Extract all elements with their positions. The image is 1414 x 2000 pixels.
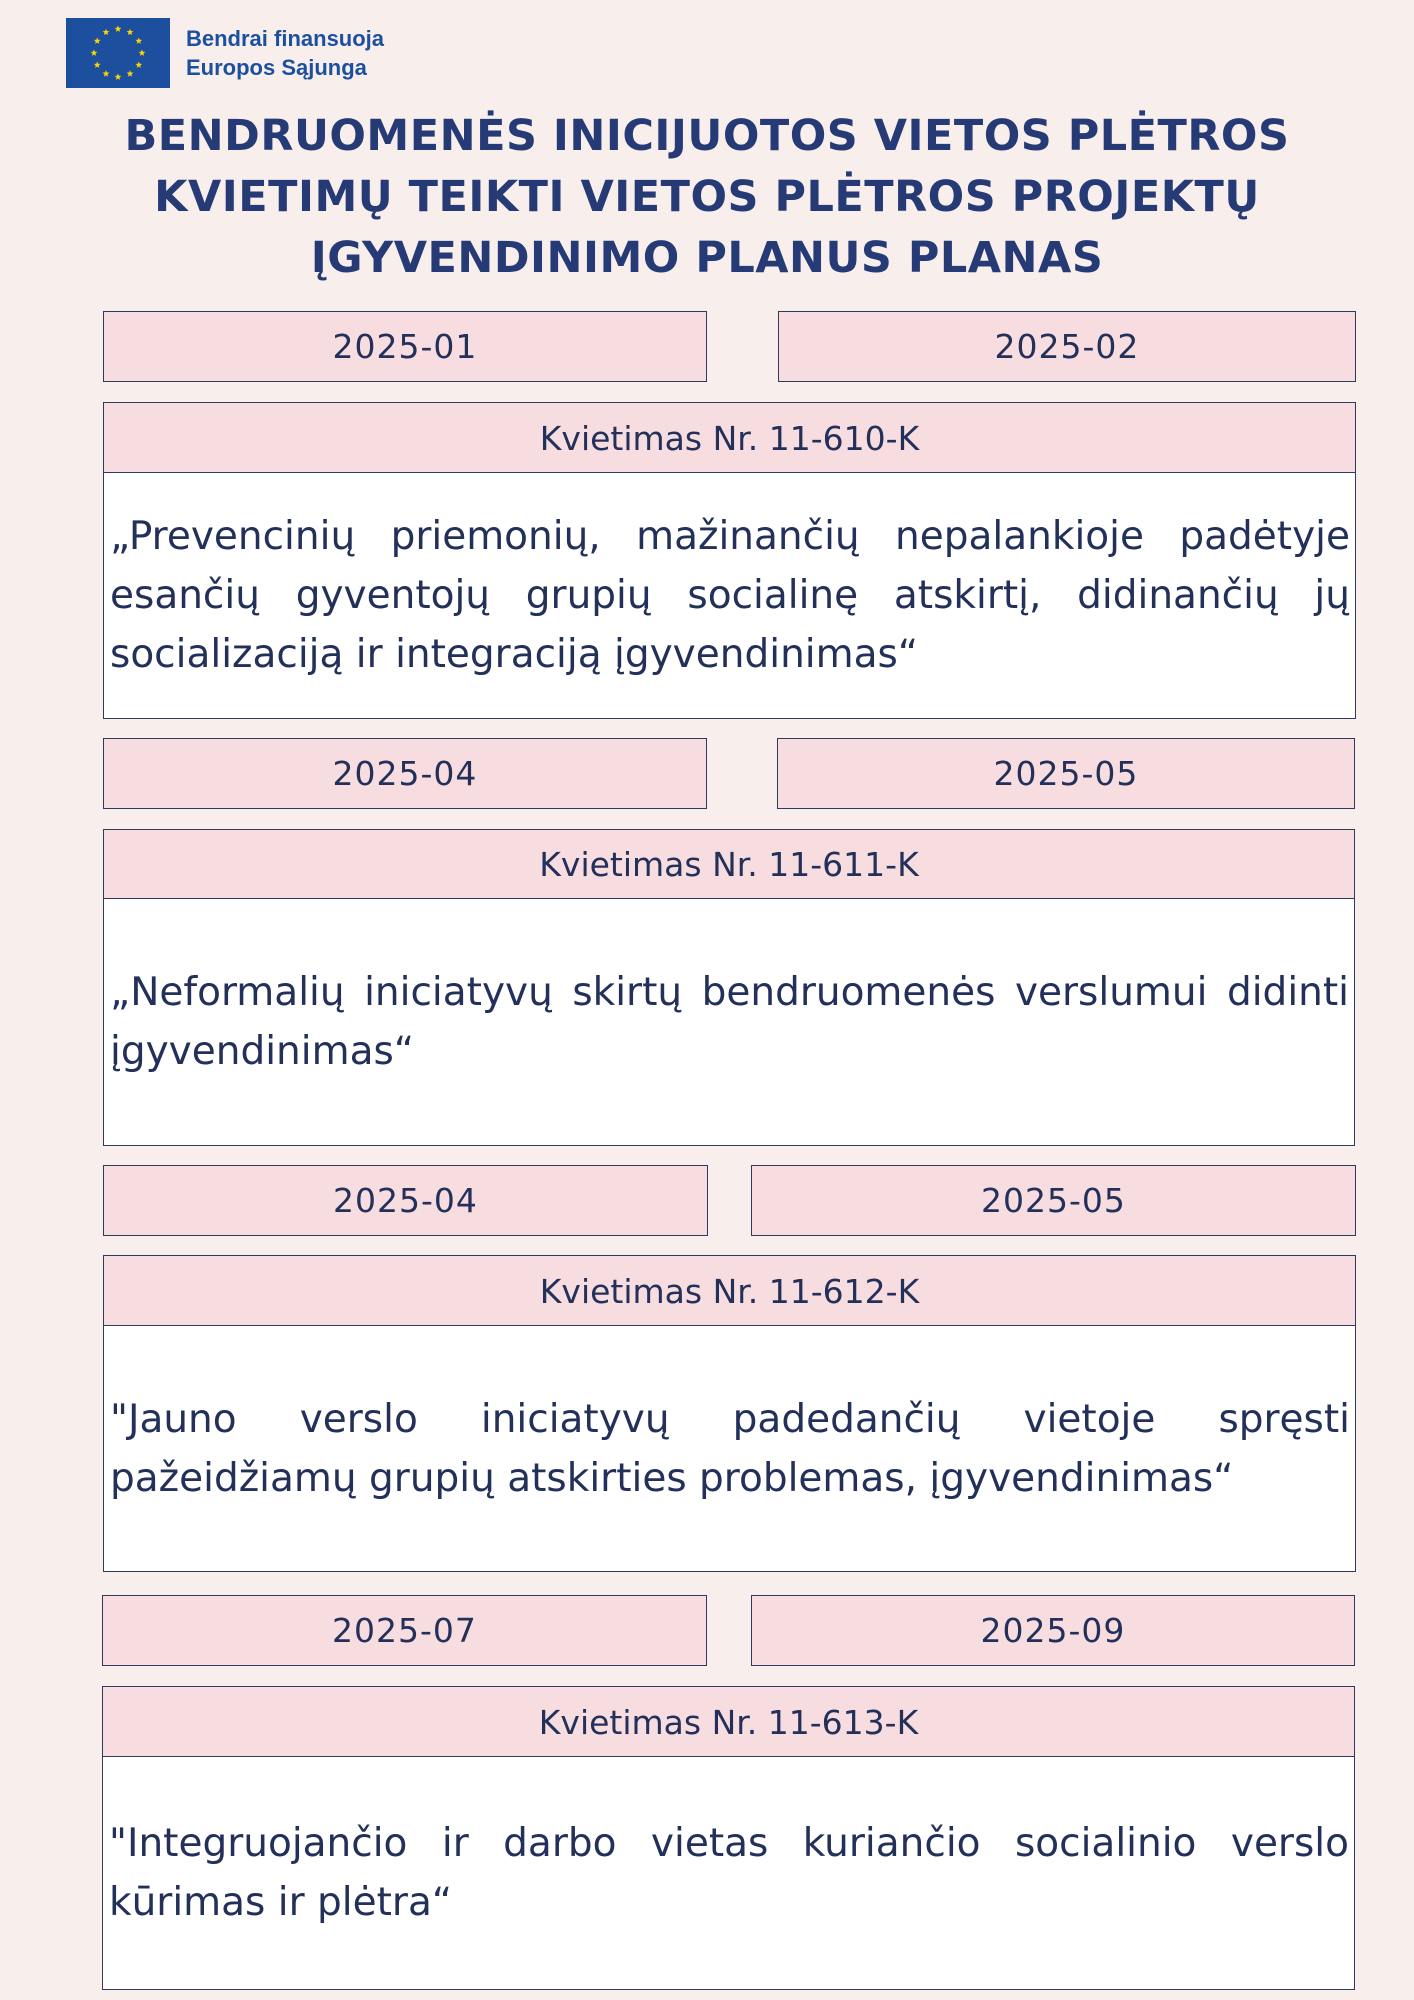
eu-star-icon (127, 29, 134, 36)
call-end-date: 2025-05 (777, 738, 1355, 809)
eu-star-icon (115, 25, 122, 32)
eu-cofunded-logo (66, 18, 384, 88)
eu-star-icon (103, 70, 110, 77)
logo-line-1: Bendrai finansuoja (186, 26, 385, 51)
eu-star-icon (115, 73, 122, 80)
eu-star-icon (103, 29, 110, 36)
call-start-date: 2025-04 (103, 1165, 708, 1236)
call-number: Kvietimas Nr. 11-611-K (103, 829, 1355, 900)
eu-star-icon (135, 37, 142, 44)
call-description-text: "Integruojančio ir darbo vietas kuriančio socialinio verslo kūrimas ir plėtra“ (109, 1821, 1349, 1925)
eu-star-icon (94, 37, 101, 44)
call-end-date: 2025-05 (751, 1165, 1356, 1236)
call-description-text: „Neformalių iniciatyvų skirtų bendruomenės verslumui didinti įgyvendinimas“ (110, 970, 1349, 1074)
call-number: Kvietimas Nr. 11-612-K (103, 1255, 1356, 1327)
title-line-3: ĮGYVENDINIMO PLANUS PLANAS (310, 233, 1104, 283)
call-number: Kvietimas Nr. 11-610-K (103, 402, 1356, 474)
page-title (40, 106, 1374, 289)
eu-star-icon (127, 70, 134, 77)
call-end-date: 2025-09 (751, 1595, 1355, 1666)
call-end-date: 2025-02 (778, 311, 1356, 382)
call-description (103, 898, 1355, 1146)
call-description-text: „Prevencinių priemonių, mažinančių nepalankioje padėtyje esančių gyventojų grupių socialinę atskirtį, didinančių jų socializaciją ir integraciją įgyvendinimas“ (110, 514, 1350, 677)
eu-star-icon (91, 49, 98, 56)
call-start-date: 2025-01 (103, 311, 707, 382)
eu-star-icon (139, 49, 146, 56)
logo-text (186, 24, 384, 82)
call-start-date: 2025-04 (103, 738, 707, 809)
call-description (102, 1756, 1355, 1990)
call-start-date: 2025-07 (102, 1595, 707, 1666)
eu-star-icon (94, 61, 101, 68)
call-description (103, 472, 1356, 719)
logo-line-2: Europos Sąjunga (186, 55, 367, 80)
eu-flag-icon (66, 18, 170, 88)
call-description-text: "Jauno verslo iniciatyvų padedančių vietoje spręsti pažeidžiamų grupių atskirties problemas, įgyvendinimas“ (110, 1396, 1350, 1501)
eu-star-icon (135, 61, 142, 68)
call-description (103, 1325, 1356, 1572)
title-line-1: BENDRUOMENĖS INICIJUOTOS VIETOS PLĖTROS (124, 111, 1290, 161)
title-line-2: KVIETIMŲ TEIKTI VIETOS PLĖTROS PROJEKTŲ (154, 172, 1260, 222)
call-number: Kvietimas Nr. 11-613-K (102, 1686, 1355, 1758)
